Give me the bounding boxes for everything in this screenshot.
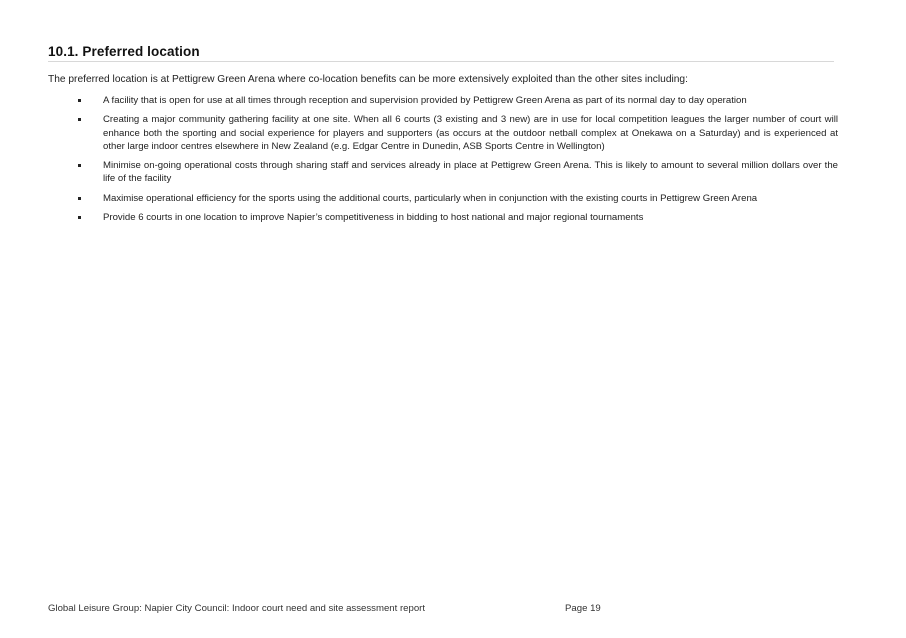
bullet-square-icon [78, 118, 81, 121]
footer-report-title: Global Leisure Group: Napier City Council: Indoor court need and site assessment report [48, 603, 426, 614]
list-item [48, 159, 838, 186]
bullet-square-icon [78, 164, 81, 167]
list-item [48, 192, 838, 205]
benefit-list [48, 94, 838, 230]
section-heading: 10.1. Preferred location [48, 44, 200, 59]
list-item-text: Maximise operational efficiency for the sports using the additional courts, particularly when in conjunction with the existing courts in Pettigrew Green Arena [103, 192, 758, 204]
bullet-square-icon [78, 216, 81, 219]
list-item [48, 211, 838, 224]
bullet-square-icon [78, 197, 81, 200]
page-number: Page 19 [565, 603, 601, 614]
list-item [48, 94, 838, 107]
list-item-text: Provide 6 courts in one location to improve Napier’s competitiveness in bidding to host national and major regional tournaments [103, 212, 644, 224]
heading-divider [48, 61, 834, 62]
bullet-square-icon [78, 99, 81, 102]
list-item-text: A facility that is open for use at all times through reception and supervision provided by Pettigrew Green Arena as part of its normal day to day operation [103, 95, 747, 106]
list-item [48, 113, 838, 153]
list-item-text: Minimise on-going operational costs through sharing staff and services already in place at Pettigrew Green Arena. This is likely to amount to several million dollars over the life of the facility [103, 160, 838, 185]
list-item-text: Creating a major community gathering facility at one site. When all 6 courts (3 existing and 3 new) are in use for local competition leagues the larger number of court will enhance both the sporting and social experience for players and supporters (as occurs at the outdoor netball complex at Onekawa on a Saturday) and is experienced at other large indoor centres elsewhere in New Zealand (e.g. Edgar Centre in Dunedin, ASB Sports Centre in Wellington) [103, 114, 838, 152]
intro-paragraph: The preferred location is at Pettigrew Green Arena where co-location benefits can be more extensively exploited than the other sites including: [48, 74, 688, 85]
